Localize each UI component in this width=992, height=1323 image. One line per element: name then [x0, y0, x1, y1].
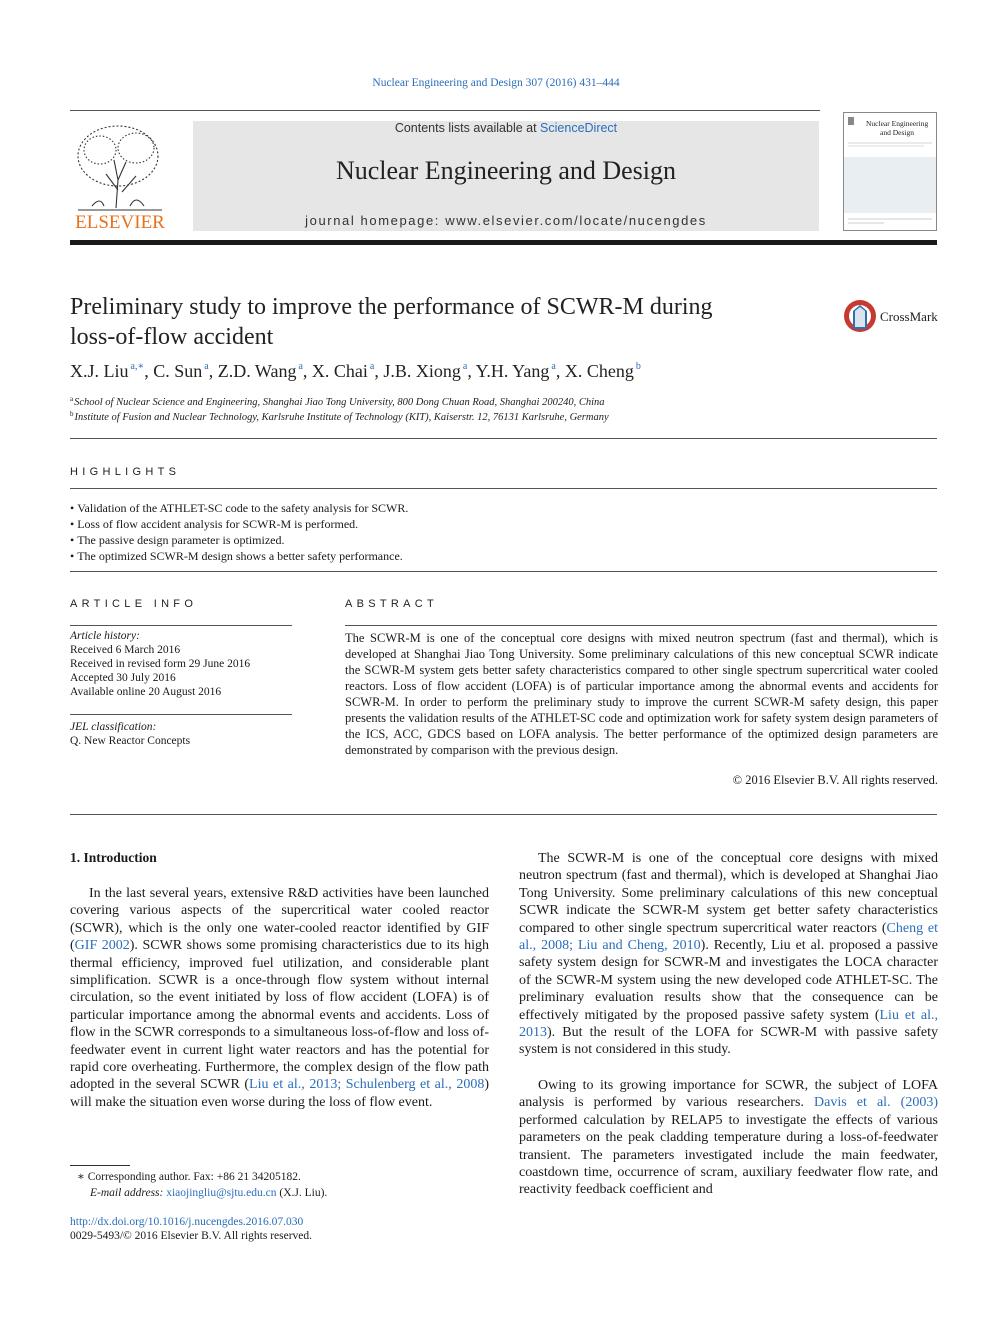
section-heading-introduction: 1. Introduction: [70, 850, 157, 865]
abstract-copyright: © 2016 Elsevier B.V. All rights reserved.: [732, 773, 938, 787]
email-label: E-mail address:: [90, 1187, 167, 1199]
highlight-item: • Loss of flow accident analysis for SCWR-M is performed.: [70, 516, 930, 532]
doi-link[interactable]: http://dx.doi.org/10.1016/j.nucengdes.2016.07.030: [70, 1216, 304, 1228]
cover-image: [844, 113, 936, 230]
divider: [70, 814, 937, 815]
contents-line: [193, 121, 819, 135]
header-thick-rule: [70, 240, 937, 245]
journal-homepage-line: [193, 213, 819, 228]
author-list: [70, 361, 930, 382]
article-history-list: [70, 643, 292, 699]
footnote-rule: [70, 1165, 130, 1166]
crossmark-badge[interactable]: [843, 297, 943, 335]
article-title-line2: loss-of-flow accident: [70, 324, 274, 350]
jel-classification-label: JEL classification:: [70, 721, 157, 733]
abstract-heading: ABSTRACT: [345, 598, 439, 610]
author[interactable]: Z.D. Wang $^a$,: [217, 361, 312, 381]
divider: [70, 714, 292, 715]
highlights-heading: HIGHLIGHTS: [70, 466, 181, 478]
body-paragraph: The SCWR-M is one of the conceptual core designs with mixed neutron spectrum (fast and thermal), which is developed at Shanghai Jiao Tong University. Some preliminary calculations of this new conceptual SCWR indicate the SCWR-M system get better safety characteristics compared to other single spectrum supercritical water reactors (Cheng et al., 2008; Liu and Cheng, 2010). Recently, Liu et al. proposed a passive safety system design for SCWR-M and investigates the LOCA character of the SCWR-M system using the new developed code ATHLET-SC. The preliminary evaluation results show that the consequence can be effectively mitigated by the proposed passive safety system (Liu et al., 2013). But the result of the LOFA for SCWR-M with passive safety system is not considered in this study.: [519, 851, 939, 1058]
issn-copyright: 0029-5493/© 2016 Elsevier B.V. All rights reserved.: [70, 1230, 313, 1242]
affiliation-a: $^a$School of Nuclear Science and Engineering, Shanghai Jiao Tong University, 800 Dong Chuan Road, Shanghai 200240, China: [70, 395, 605, 408]
divider: [345, 625, 937, 626]
jel-classification-value: Q. New Reactor Concepts: [70, 735, 191, 747]
history-item: Received 6 March 2016: [70, 644, 181, 656]
highlight-item: • The optimized SCWR-M design shows a better safety performance.: [70, 548, 930, 564]
history-item: Available online 20 August 2016: [70, 686, 222, 698]
journal-title: Nuclear Engineering and Design: [335, 156, 677, 185]
sciencedirect-link[interactable]: ScienceDirect: [540, 121, 618, 135]
homepage-url-link[interactable]: www.elsevier.com/locate/nucengdes: [445, 213, 707, 228]
citation-link[interactable]: Liu et al., 2013: [519, 1007, 938, 1041]
affiliation-b: $^b$Institute of Fusion and Nuclear Technology, Karlsruhe Institute of Technology (KIT), Kaiserstr. 12, 76131 Karlsruhe, Germany: [70, 410, 609, 423]
author[interactable]: C. Sun $^a$,: [153, 361, 218, 381]
cover-title-line2: and Design: [880, 128, 914, 137]
author[interactable]: J.B. Xiong $^a$,: [383, 361, 476, 381]
header-top-rule: [70, 110, 820, 111]
divider: [70, 571, 937, 572]
footnote-email: E-mail address: xiaojingliu@sjtu.edu.cn (X.J. Liu).: [90, 1187, 328, 1199]
journal-reference-link[interactable]: Nuclear Engineering and Design 307 (2016) 431–444: [372, 77, 620, 89]
crossmark-label: CrossMark: [880, 309, 938, 324]
elsevier-logo-text: ELSEVIER: [75, 212, 165, 232]
body-paragraph: In the last several years, extensive R&D activities have been launched covering various aspects of the supercritical water cooled reactor (SCWR), which is the only one water-cooled reactor identified by GIF (GIF 2002). SCWR shows some promising characteristics due to its high thermal efficiency, improved fuel utilization, and considerable plant simplification. SCWR is a once-through flow system without internal circulation, so the event initiated by loss of flow accident (LOFA) is of particular importance among the abnormal events and accidents. Loss of flow in the SCWR corresponds to a simultaneous loss-of-flow and loss of-feedwater event in current light water reactors and has the potential for rapid core overheating. Furthermore, the complex design of the flow path adopted in the several SCWR (Liu et al., 2013; Schulenberg et al., 2008) will make the situation even worse during the loss of flow event.: [70, 886, 489, 1110]
citation-link[interactable]: Liu et al., 2013; Schulenberg et al., 2008: [249, 1077, 485, 1093]
divider: [70, 438, 937, 439]
highlight-item: • Validation of the ATHLET-SC code to the safety analysis for SCWR.: [70, 500, 930, 516]
elsevier-tree-icon: [70, 120, 170, 232]
journal-cover-thumbnail[interactable]: [843, 112, 937, 231]
author[interactable]: X. Cheng $^b$: [564, 361, 641, 381]
elsevier-logo[interactable]: [70, 120, 170, 232]
divider: [70, 625, 292, 626]
history-item: Accepted 30 July 2016: [70, 672, 176, 684]
author[interactable]: X.J. Liu $^{a,∗}$,: [70, 361, 154, 381]
footnote-corresponding-author: ∗ Corresponding author. Fax: +86 21 34205182.: [77, 1171, 301, 1183]
crossmark-icon: [844, 300, 876, 332]
contents-prefix: Contents lists available at: [394, 121, 541, 135]
body-paragraph: Owing to its growing importance for SCWR, the subject of LOFA analysis is performed by various researchers. Davis et al. (2003) performed calculation by RELAP5 to investigate the effects of various parameters on the peak cladding temperature during a loss-of-feedwater transient. The parameters investigated include the main feedwater, coastdown time, occurrence of scram, auxiliary feedwater flow rate, and reactivity feedback coefficient and: [519, 1078, 938, 1198]
article-info-heading: ARTICLE INFO: [70, 598, 198, 610]
article-title: [70, 292, 810, 352]
article-title-line1: Preliminary study to improve the performance of SCWR-M during: [70, 294, 713, 320]
divider: [70, 488, 937, 489]
author[interactable]: Y.H. Yang $^a$,: [475, 361, 565, 381]
homepage-prefix: journal homepage:: [305, 213, 446, 228]
history-item: Received in revised form 29 June 2016: [70, 658, 251, 670]
highlight-item: • The passive design parameter is optimized.: [70, 532, 930, 548]
citation-link[interactable]: Cheng et al., 2008; Liu and Cheng, 2010: [519, 920, 939, 954]
abstract-text: The SCWR-M is one of the conceptual core designs with mixed neutron spectrum (fast and thermal), which is developed at Shanghai Jiao Tong University. Some preliminary calculations of this new conceptual SCWR indicate the SCWR-M system gets better safety characteristics compared to other single spectrum supercritical water cooled reactors. Loss of flow accident (LOFA) is of particular importance among the abnormal events and accidents for SCWR-M. In order to perform the preliminary study to improve the current SCWR-M safety design, this paper presents the validation results of the ATHLET-SC code and optimization work for safety system design parameters of the ICS, ACC, GDCS based on LOFA analysis. The better performance of the optimized design parameters are demonstrated by comparison with the previous design.: [345, 631, 938, 757]
author[interactable]: X. Chai $^a$,: [311, 361, 384, 381]
article-history-label: Article history:: [70, 630, 140, 642]
citation-link[interactable]: GIF 2002: [74, 938, 130, 954]
citation-link[interactable]: Davis et al. (2003): [814, 1095, 938, 1111]
cover-title-line1: Nuclear Engineering: [866, 119, 929, 128]
email-link[interactable]: xiaojingliu@sjtu.edu.cn: [166, 1187, 277, 1199]
highlights-list: [70, 500, 930, 564]
